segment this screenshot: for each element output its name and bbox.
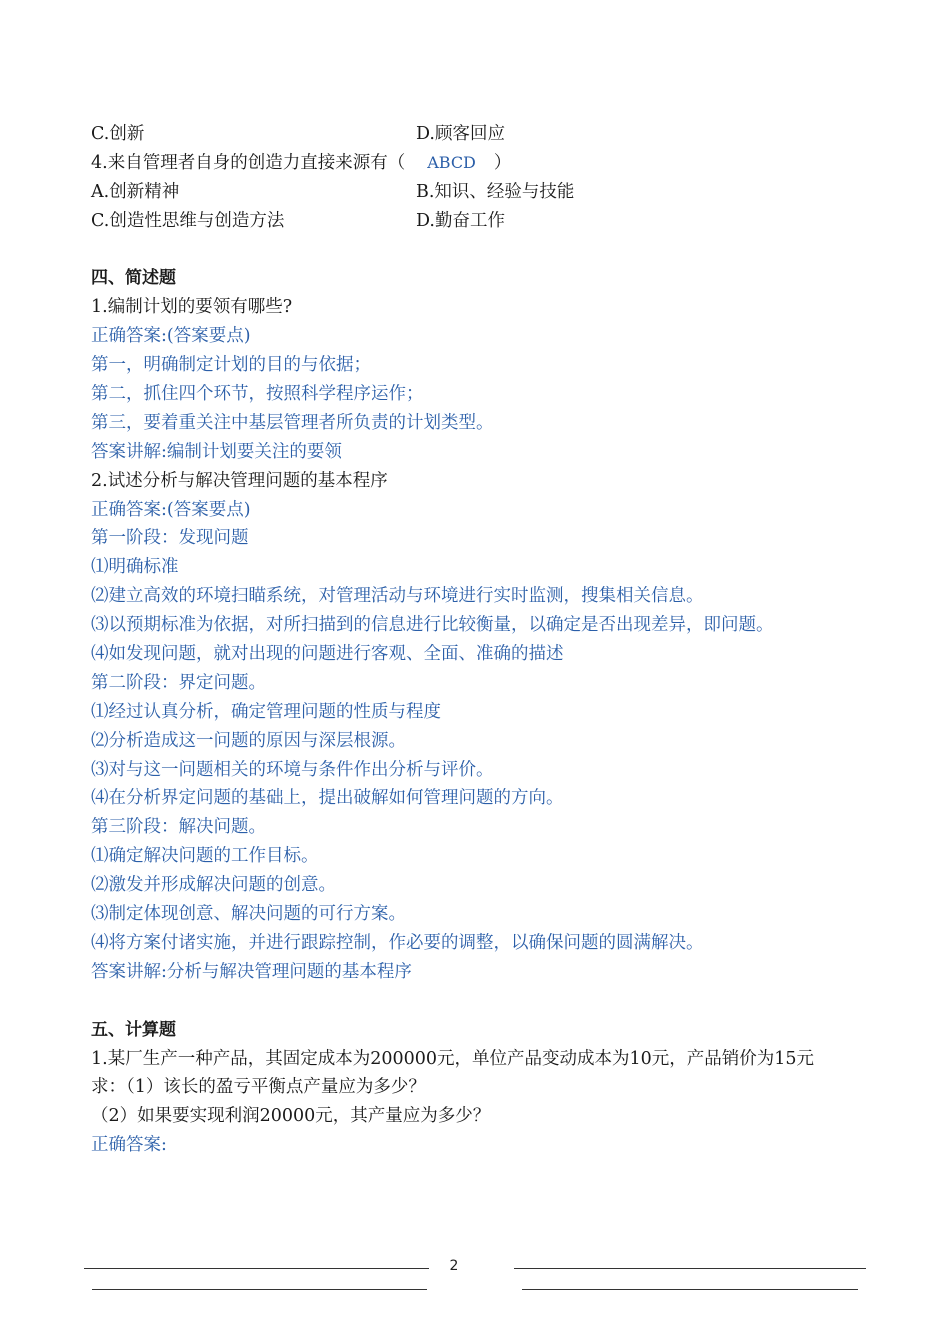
footer-rule-left-top [84,1268,429,1269]
stage-3-item: ⑶制定体现创意、解决问题的可行方案。 [91,904,406,925]
document-body [91,120,881,1160]
q4-options-cd [91,207,881,236]
q4-options-ab [91,178,881,207]
q4-answer: ABCD [427,152,476,172]
stage-2-item: ⑴经过认真分析，确定管理问题的性质与程度 [91,701,441,722]
q4-stem [91,149,881,178]
stage-2-item: ⑵分析造成这一问题的原因与深层根源。 [91,730,406,751]
stage-1-item: ⑴明确标准 [91,557,179,578]
stage-3-item: ⑵激发并形成解决问题的创意。 [91,875,336,896]
footer-rule-right-top [514,1268,866,1269]
page-number: 2 [449,1258,459,1274]
stage-3-title: 第三阶段：解决问题。 [91,817,266,838]
s4-q1-answer-label: 正确答案:(答案要点) [91,326,251,347]
stage-1-item: ⑵建立高效的环境扫瞄系统，对管理活动与环境进行实时监测，搜集相关信息。 [91,586,704,607]
s4-q2-explain: 答案讲解:分析与解决管理问题的基本程序 [91,961,412,982]
stage-1-title: 第一阶段：发现问题 [91,528,249,549]
s4-q1-point: 第二，抓住四个环节，按照科学程序运作； [91,384,424,405]
s5-q1-line1: 1.某厂生产一种产品，其固定成本为200000元，单位产品变动成本为10元，产品销价为15元 [91,1048,815,1069]
q4-option-a: A.创新精神 [91,181,180,202]
stage-1-item: ⑶以预期标准为依据，对所扫描到的信息进行比较衡量，以确定是否出现差异，即问题。 [91,615,774,636]
stage-3-item: ⑷将方案付诸实施，并进行跟踪控制，作必要的调整，以确保问题的圆满解决。 [91,932,704,953]
q4-option-c: C.创造性思维与创造方法 [91,210,285,231]
s4-q1-stem: 1.编制计划的要领有哪些? [91,297,293,318]
s4-q1-point: 第一，明确制定计划的目的与依据； [91,355,371,376]
spacer [91,987,881,1016]
stage-1-item: ⑷如发现问题，就对出现的问题进行客观、全面、准确的描述 [91,644,564,665]
section-5-title: 五、计算题 [91,1019,176,1040]
q4-stem-text: 4.来自管理者自身的创造力直接来源有（ [91,152,406,173]
q4-option-d: D.勤奋工作 [416,210,505,231]
q3-options-cd [91,120,881,149]
s5-answer-label: 正确答案: [91,1135,167,1156]
s5-q1-line3: （2）如果要实现利润20000元，其产量应为多少？ [91,1106,491,1127]
page-footer [0,1256,950,1296]
s4-q1-explain: 答案讲解:编制计划要关注的要领 [91,441,342,462]
spacer [91,236,881,265]
q4-option-b: B.知识、经验与技能 [416,181,575,202]
stage-2-item: ⑶对与这一问题相关的环境与条件作出分析与评价。 [91,759,494,780]
section-4-title: 四、简述题 [91,268,176,289]
stage-3-item: ⑴确定解决问题的工作目标。 [91,846,319,867]
option-c: C.创新 [91,124,145,144]
footer-rule-right-bottom [522,1289,858,1290]
option-d: D.顾客回应 [416,124,505,144]
s5-q1-line2: 求：（1）该长的盈亏平衡点产量应为多少？ [91,1077,426,1098]
q4-close-paren: ） [493,152,512,173]
footer-rule-left-bottom [92,1289,427,1290]
stage-2-item: ⑷在分析界定问题的基础上，提出破解如何管理问题的方向。 [91,788,564,809]
s4-q2-stem: 2.试述分析与解决管理问题的基本程序 [91,470,388,491]
s4-q2-answer-label: 正确答案:(答案要点) [91,499,251,520]
stage-2-title: 第二阶段：界定问题。 [91,672,266,693]
s4-q1-point: 第三，要着重关注中基层管理者所负责的计划类型。 [91,412,494,433]
